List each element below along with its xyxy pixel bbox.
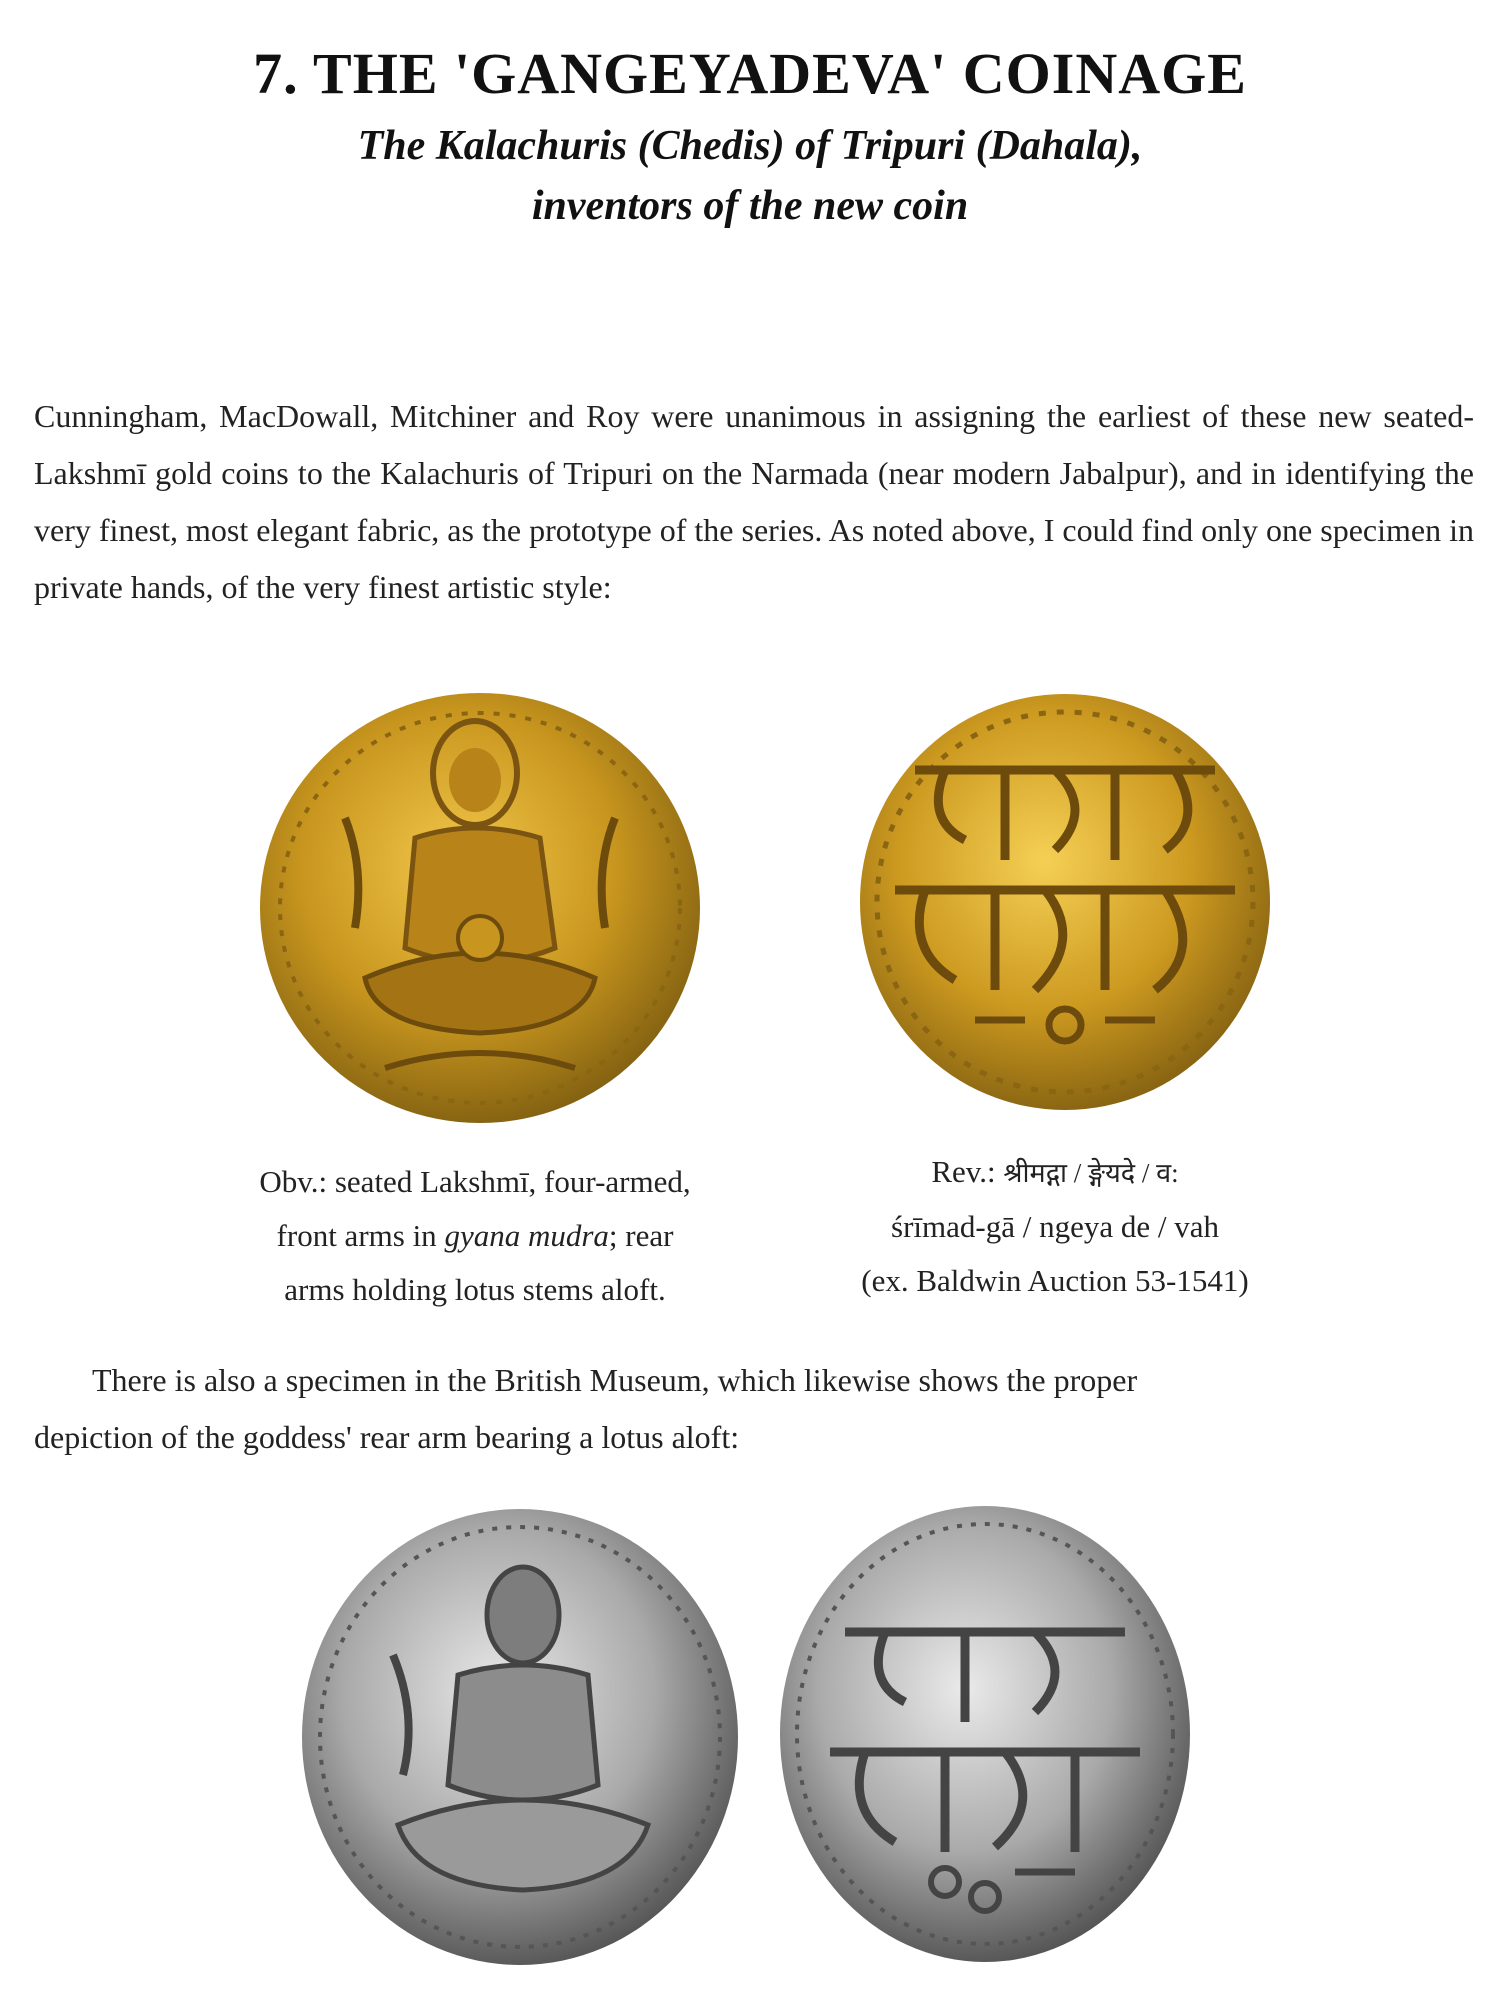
page-subtitle-line1: The Kalachuris (Chedis) of Tripuri (Dahala), [357,123,1143,169]
reverse-caption-provenance: (ex. Baldwin Auction 53-1541) [861,1263,1249,1298]
obverse-caption-line2 [170,1209,780,1263]
obverse-caption-italic: gyana mudra [444,1218,609,1253]
page-subtitle-line2: inventors of the new coin [531,183,969,229]
obverse-caption-line1: Obv.: seated Lakshmī, four-armed, [259,1164,691,1199]
obverse-caption [170,1155,780,1317]
british-museum-paragraph-line1: There is also a specimen in the British Museum, which likewise shows the proper [92,1362,1138,1398]
silver-coin-reverse-image [775,1502,1195,1967]
silver-coin-obverse-image [298,1505,743,1970]
reverse-caption [800,1145,1310,1308]
obverse-caption-line2-prefix: front arms in [276,1218,445,1253]
obverse-caption-line3: arms holding lotus stems aloft. [284,1272,666,1307]
reverse-caption-label: Rev.: [931,1154,1004,1189]
intro-paragraph: Cunningham, MacDowall, Mitchiner and Roy were unanimous in assigning the earliest of these new seated-Lakshmī gold coins to the Kalachuris of Tripuri on the Narmada (near modern Jabalpur), and in identifying the very finest, most elegant fabric, as the prototype of the series. As noted above, I could find only one specimen in private hands, of the very finest artistic style: [34,398,1474,605]
page-title: 7. THE 'GANGEYADEVA' COINAGE [253,41,1247,106]
british-museum-paragraph-line2: depiction of the goddess' rear arm bearing a lotus aloft: [34,1419,740,1455]
obverse-caption-line2-suffix: ; rear [608,1218,674,1253]
reverse-caption-transliteration: śrīmad-gā / ngeya de / vah [891,1209,1219,1244]
gold-coin-reverse-image [855,690,1275,1115]
gold-coin-obverse-image [255,688,705,1128]
british-museum-paragraph [34,1352,1474,1466]
reverse-caption-devanagari: श्रीमद्गा / ङ्गेयदे / व: [1003,1158,1179,1188]
reverse-caption-legend [800,1145,1310,1200]
